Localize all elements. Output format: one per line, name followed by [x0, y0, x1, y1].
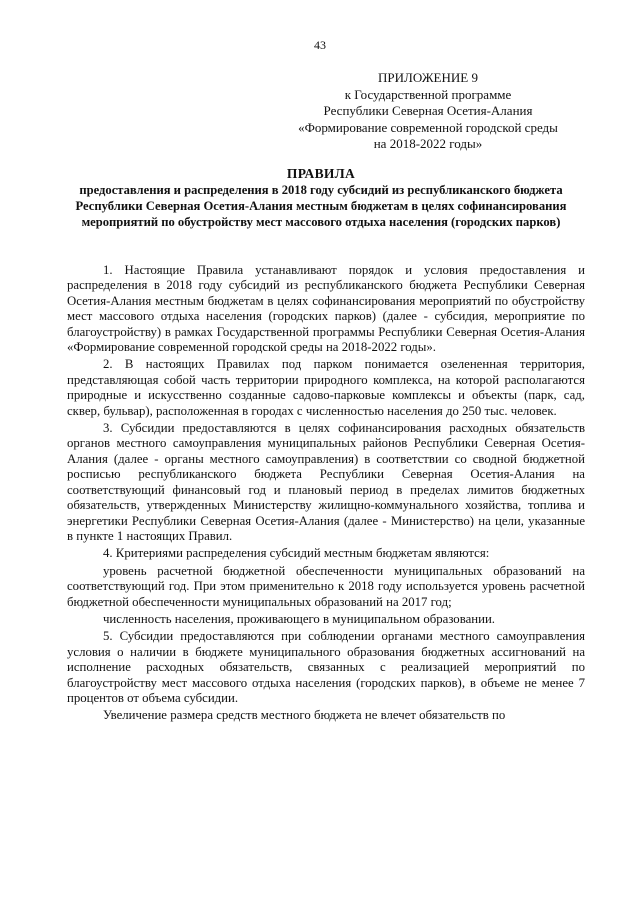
paragraph-3: 3. Субсидии предоставляются в целях софинансирования расходных обязательств органов местного самоуправления муниципальных районов Республики Северная Осетия-Алания (далее - органы местного самоуправления) в соответствии со сводной бюджетной росписью республиканского бюджета Республики Северная Осетия-Алания на соответствующий финансовый год и плановый период в пределах лимитов бюджетных обязательств, утвержденных Министерству жилищно-коммунального хозяйства, топлива и энергетики Республики Северная Осетия-Алания (далее - Министерство) на цели, указанные в пункте 1 настоящих Правил.: [67, 421, 585, 543]
document-title: ПРАВИЛА: [286, 166, 356, 181]
appendix-line: к Государственной программе: [344, 86, 512, 102]
title-block: [56, 165, 586, 230]
paragraph-4-criterion-1: уровень расчетной бюджетной обеспеченности муниципальных образований на соответствующий год. При этом применительно к 2018 году используется уровень расчетной бюджетной обеспеченности муниципальных образований на 2017 год;: [67, 563, 585, 609]
appendix-header: [278, 70, 578, 153]
paragraph-4: 4. Критериями распределения субсидий местным бюджетам являются:: [103, 546, 490, 561]
appendix-line: Республики Северная Осетия-Алания: [323, 103, 533, 119]
paragraph-4-criterion-2: численность населения, проживающего в муниципальном образовании.: [103, 611, 495, 626]
paragraph-5: 5. Субсидии предоставляются при соблюдении органами местного самоуправления условия о наличии в бюджете муниципального образования бюджетных ассигнований на исполнение расходных обязательств, связанных с реализацией мероприятий по благоустройству мест массового отдыха населения (городских парков), в объеме не менее 7 процентов от объема субсидии.: [67, 629, 585, 705]
paragraph-2: 2. В настоящих Правилах под парком понимается озелененная территория, представляющая собой часть территории природного комплекса, на которой располагаются природные и искусственно созданные садово-парковые комплексы и объекты (парк, сад, сквер, бульвар), расположенная в городах с численностью населения до 250 тыс. человек.: [67, 357, 585, 418]
appendix-line: «Формирование современной городской среды: [298, 119, 558, 135]
page-number: 43: [314, 38, 326, 52]
document-body: [67, 263, 585, 724]
paragraph-6: Увеличение размера средств местного бюджета не влечет обязательств по: [103, 708, 506, 723]
paragraph-1: 1. Настоящие Правила устанавливают порядок и условия предоставления и распределения в 2018 году субсидий из республиканского бюджета Республики Северная Осетия-Алания местным бюджетам в целях софинансирования мероприятий по обустройству мест массового отдыха населения (городских парков) (далее - субсидия, мероприятие по благоустройству) в рамках Государственной программы Республики Северная Осетия-Алания «Формирование современной городской среды на 2018-2022 годы».: [67, 263, 585, 355]
appendix-line: на 2018-2022 годы»: [373, 136, 483, 152]
appendix-line: ПРИЛОЖЕНИЕ 9: [378, 70, 478, 85]
document-subtitle: предоставления и распределения в 2018 году субсидий из республиканского бюджета Республики Северная Осетия-Алания местным бюджетам в целях софинансирования мероприятий по обустройству мест массового отдыха населения (городских парков): [75, 183, 567, 229]
